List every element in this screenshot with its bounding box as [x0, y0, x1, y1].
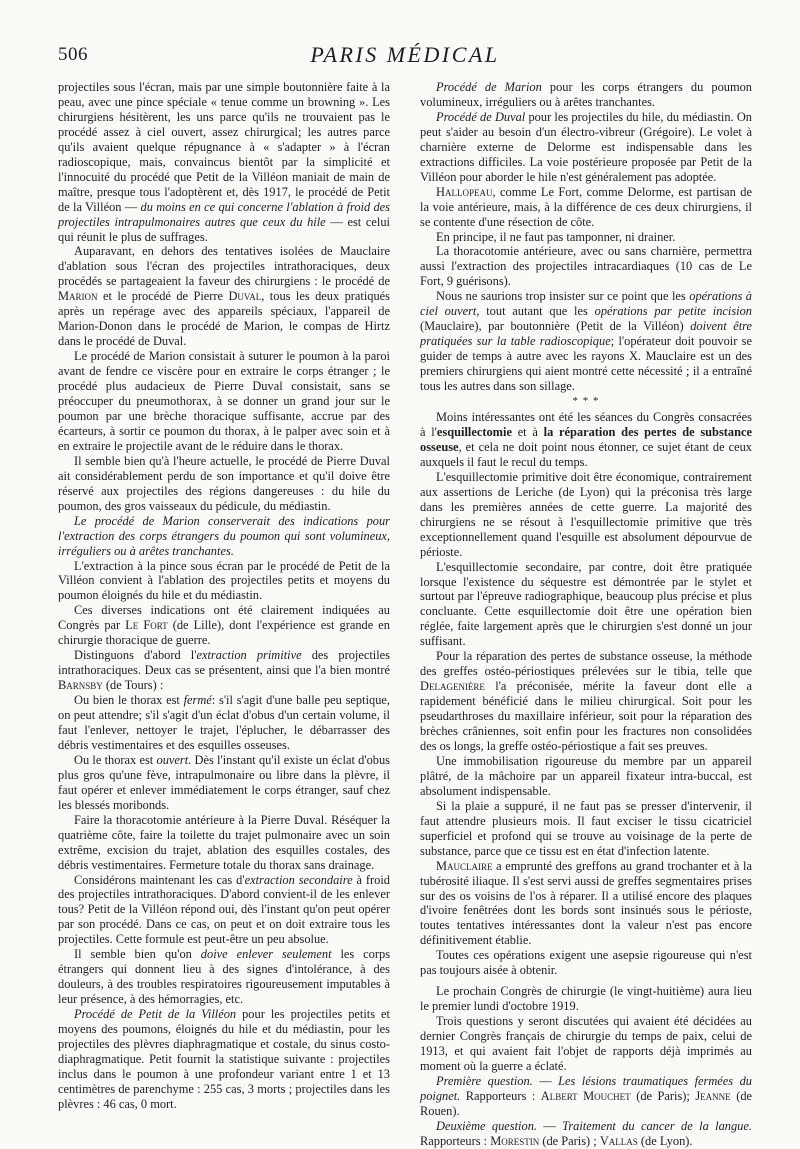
- section-separator: * * *: [572, 395, 600, 408]
- left-column: [58, 80, 390, 1149]
- paragraph: Procédé de Marion pour les corps étrangers du poumon volumineux, irréguliers ou à arêtes tranchantes.: [420, 80, 752, 109]
- paragraph: Moins intéressantes ont été les séances du Congrès consacrées à l'esquillectomie et à la réparation des pertes de substance osseuse, et cela ne doit point nous étonner, ce sujet étant de ceux auxquels il faut le recul du temps.: [420, 410, 752, 469]
- paragraph: Distinguons d'abord l'extraction primitive des projectiles intrathoraciques. Deux cas se présentent, ainsi que l'a bien montré Barnsby (de Tours) :: [58, 648, 390, 693]
- page-header: [58, 40, 752, 74]
- paragraph: Le procédé de Marion consistait à suturer le poumon à la paroi avant de fendre ce viscère pour en extraire le corps étranger ; le procédé plus audacieux de Pierre Duval consistait, sans se préoccuper du pneumothorax, à se donner un grand jour sur le poumon par une brèche thoracique suffisante, accrue par des écarteurs, à sortir ce poumon du thorax, à le palper avec soin et à en extraire le projectile avant de le réduire dans le thorax.: [58, 349, 390, 453]
- paragraph: Ou bien le thorax est fermé: s'il s'agit d'une balle peu septique, on peut attendre; s'il s'agit d'un éclat d'obus d'un certain volume, il faut l'enlever, nettoyer le trajet, l'éplucher, le débarrasser des débris vestimentaires et des esquilles osseuses.: [58, 693, 390, 752]
- paragraph: projectiles sous l'écran, mais par une simple boutonnière faite à la peau, avec une pince spéciale « tenue comme un browning ». Les chirurgiens hésitèrent, les uns parce qu'ils ne trouvaient pas le procédé assez à ciel ouvert, assez chirurgical; les autres parce qu'ils avaient quelque répugnance à « s'adapter » à l'écran radioscopique, mais, convaincus bientôt par la simplicité et l'innocuité du procédé que Petit de la Villéon maniait de main de maître, presque tous l'adoptèrent et, dès 1917, le procédé de Petit de la Villéon — du moins en ce qui concerne l'ablation à froid des projectiles intrapulmonaires autres que ceux du hile — est celui qui réunit le plus de suffrages.: [58, 80, 390, 244]
- congress-question-1: Première question. — Les lésions traumatiques fermées du poignet. Rapporteurs : Albert Mouchet (de Paris); Jeanne (de Rouen).: [420, 1073, 753, 1118]
- paragraph: Nous ne saurions trop insister sur ce point que les opérations à ciel ouvert, tout autant que les opérations par petite incision (Mauclaire), par boutonnière (Petit de la Villéon) doivent être pratiquées sur la table radioscopique; l'opérateur doit pouvoir se guider de temps à autre avec les rayons X. Mauclaire est un des premiers chirurgiens qui aient montré cette nécessité ; il a entraîné tous les autres dans son sillage.: [420, 289, 753, 394]
- paragraph: Considérons maintenant les cas d'extraction secondaire à froid des projectiles intrathoraciques. D'abord convient-il de les enlever tous? Petit de la Villéon répond oui, dès l'instant qu'on peut opérer par son procédé. Dans ce cas, on peut et on doit extraire tous les projectiles. Cette formule est peut-être un peu absolue.: [58, 872, 390, 947]
- text-columns: [58, 80, 752, 1149]
- paragraph: L'esquillectomie primitive doit être économique, contrairement aux assertions de Leriche (de Lyon) qui la préconisa très large dans les premières années de cette guerre. La majorité des chirurgiens ne se résout à l'esquillectomie primitive que très exceptionnellement quand l'esquille est absolument dépourvue de périoste.: [420, 469, 752, 559]
- congress-question-2: Deuxième question. — Traitement du cancer de la langue. Rapporteurs : Morestin (de Paris) ; Vallas (de Lyon).: [420, 1118, 752, 1148]
- paragraph: Mauclaire a emprunté des greffons au grand trochanter et à la tubérosité iliaque. Il s'est servi aussi de greffes segmentaires prises sur des os voisins de l'os à réparer. Il a utilisé encore des plaques d'ivoire fenêtrées dont les bords sont insinués sous le périoste, toutes tentatives intéressantes dont la valeur n'est pas encore définitivement établie.: [420, 858, 752, 948]
- paragraph: L'esquillectomie secondaire, par contre, doit être pratiquée lorsque l'existence du séquestre est démontrée par le stylet et surtout par l'épreuve radiographique, beaucoup plus précise et plus concluante. Cette esquillectomie doit être une opération bien réglée, faite largement après que le chirurgien s'est donné un jour suffisant.: [420, 559, 752, 649]
- paragraph: Une immobilisation rigoureuse du membre par un appareil plâtré, de la mâchoire par un appareil fixateur intra-buccal, est absolument indispensable.: [420, 753, 752, 798]
- running-title: PARIS MÉDICAL: [310, 42, 500, 67]
- page-number: 506: [58, 44, 88, 65]
- paragraph: La thoracotomie antérieure, avec ou sans charnière, permettra aussi l'extraction des projectiles intracardiaques (10 cas de Le Fort, 9 guérisons).: [420, 244, 752, 289]
- paragraph: Le procédé de Marion conserverait des indications pour l'extraction des corps étrangers du poumon qui sont volumineux, irréguliers ou à arêtes tranchantes.: [58, 513, 390, 558]
- paragraph: Ces diverses indications ont été clairement indiquées au Congrès par Le Fort (de Lille), dont l'expérience est grande en chirurgie thoracique de guerre.: [58, 603, 390, 648]
- paragraph: Pour la réparation des pertes de substance osseuse, la méthode des greffes ostéo-périostiques prélevées sur le tibia, telle que Delagenière l'a préconisée, mérite la faveur dont elle a rapidement bénéficié dans le milieu chirurgical. Soit pour les pseudarthroses du maxillaire inférieur, soit pour la réparation des brèches crâniennes, soit enfin pour les fractures non consolidées des os longs, la greffe ostéo-périostique a fait ses preuves.: [420, 649, 752, 753]
- paragraph: Le prochain Congrès de chirurgie (le vingt-huitième) aura lieu le premier lundi d'octobre 1919.: [420, 984, 752, 1014]
- paragraph: Hallopeau, comme Le Fort, comme Delorme, est partisan de la voie antérieure, mais, à la différence de ces deux chirurgiens, il se contente d'une résection de côte.: [420, 184, 752, 229]
- right-column: [420, 80, 752, 1149]
- paragraph: Procédé de Duval pour les projectiles du hile, du médiastin. On peut s'aider au besoin d'un électro-vibreur (Grégoire). Le volet à charnière externe de Delorme est indispensable dans les extractions difficiles. La voie postérieure proposée par Petit de la Villéon pour aborder le hile n'est généralement pas adoptée.: [420, 109, 752, 184]
- paragraph: Toutes ces opérations exigent une asepsie rigoureuse qui n'est pas toujours aisée à obtenir.: [420, 948, 752, 978]
- paragraph: L'extraction à la pince sous écran par le procédé de Petit de la Villéon convient à l'ablation des projectiles petits et moyens du poumon éloignés du hile et du médiastin.: [58, 558, 390, 603]
- paragraph: Procédé de Petit de la Villéon pour les projectiles petits et moyens des poumons, éloignés du hile et du médiastin, pour les projectiles des plèvres diaphragmatique et costale, du sinus costo-diaphragmatique. Petit fournit la statistique suivante : projectiles inclus dans le poumon à une profondeur variant entre 1 et 13 centimètres de parenchyme : 255 cas, 3 morts ; projectiles dans les plèvres : 46 cas, 0 mort.: [58, 1007, 390, 1111]
- paragraph: Si la plaie a suppuré, il ne faut pas se presser d'intervenir, il faut attendre plusieurs mois. Il faut exciser le tissu cicatriciel superficiel et profond qui se trouve au voisinage de la perte de substance, parce que ce tissu est en état d'infection latente.: [420, 798, 752, 858]
- paragraph: Il semble bien qu'on doive enlever seulement les corps étrangers qui donnent lieu à des signes d'intolérance, à des douleurs, à des troubles respiratoires rigoureusement imputables à leur présence, à des hémorragies, etc.: [58, 947, 391, 1007]
- paragraph: Ou le thorax est ouvert. Dès l'instant qu'il existe un éclat d'obus plus gros qu'une fève, intrapulmonaire ou libre dans la plèvre, il faut opérer et enlever immédiatement le corps étranger, sauf chez les blessés moribonds.: [58, 752, 390, 812]
- paragraph: Il semble bien qu'à l'heure actuelle, le procédé de Pierre Duval ait considérablement perdu de son importance et qu'il doive être réservé aux projectiles des régions dangereuses : du hile du poumon, des gros vaisseaux du pédicule, du médiastin.: [58, 453, 390, 513]
- paragraph: En principe, il ne faut pas tamponner, ni drainer.: [436, 229, 676, 244]
- paragraph: Auparavant, en dehors des tentatives isolées de Mauclaire d'ablation sous l'écran des projectiles intrathoraciques, deux procédés se partageaient la faveur des chirurgiens : le procédé de Marion et le procédé de Pierre Duval, tous les deux pratiqués après un repérage avec des appareils spéciaux, l'appareil de Marion-Donon dans le procédé de Marion, le compas de Hirtz dans le procédé de Duval.: [58, 244, 390, 349]
- paragraph: Faire la thoracotomie antérieure à la Pierre Duval. Réséquer la quatrième côte, faire la toilette du trajet pulmonaire avec un soin extrême, excision du trajet, ablation des esquilles costales, des débris vestimentaires. Fermeture totale du thorax sans drainage.: [58, 812, 390, 872]
- paragraph: Trois questions y seront discutées qui avaient été décidées au dernier Congrès français de chirurgie du temps de paix, celui de 1913, et qui avaient fait l'objet de rapports déjà imprimés au moment où la guerre a éclaté.: [420, 1014, 752, 1073]
